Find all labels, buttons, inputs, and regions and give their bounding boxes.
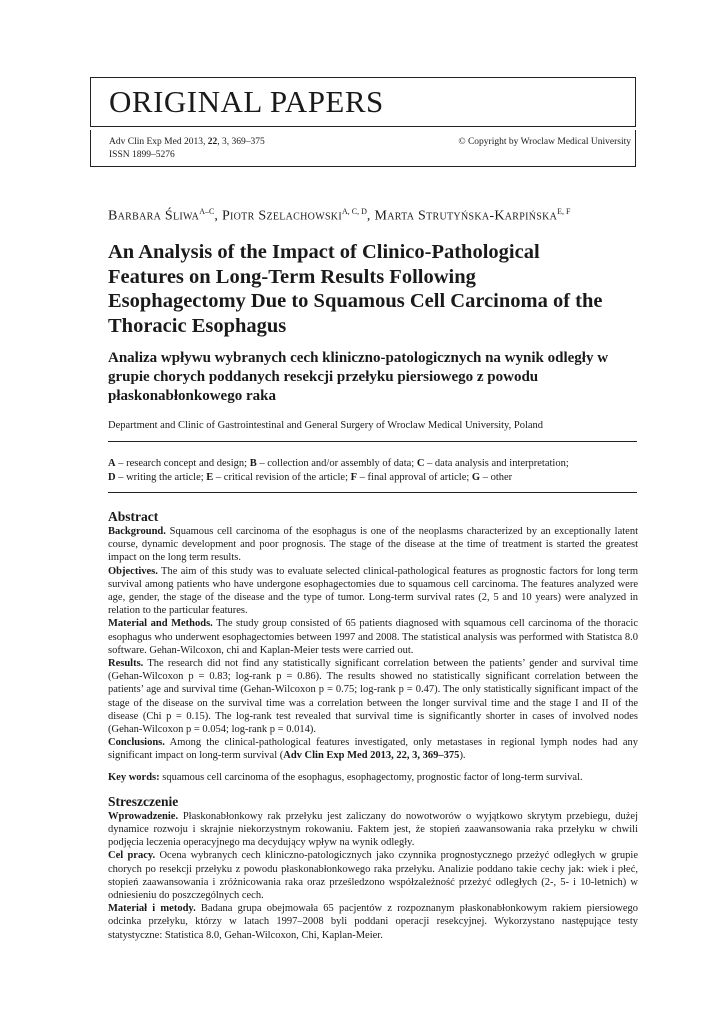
author-roles: E, F [557, 207, 571, 216]
streszczenie-methods [108, 902, 638, 942]
paragraph-label: Conclusions. [108, 737, 165, 749]
copyright: © Copyright by Wroclaw Medical University [458, 137, 631, 147]
citation-volume: 22 [207, 137, 218, 147]
author-roles: A, C, D [341, 207, 367, 216]
contribution-key: E [206, 471, 214, 483]
author-list [108, 207, 571, 225]
contribution-text: – final approval of article; [357, 471, 472, 483]
paragraph-text: The aim of this study was to evaluate selected clinical-pathological features as prognostic factors for long term survival among patients who have undergone esophagectomies due to squamous cell carcinoma. The features analyzed were age, gender, the stage of the disease and the type of tumor. Long-term survival rates (2, 5 and 10 years) were analyzed in relation to the particular features. [108, 565, 638, 617]
contribution-key: A [108, 458, 116, 469]
streszczenie-heading: Streszczenie [108, 793, 179, 809]
paragraph-text: ). [459, 750, 466, 762]
section-label: ORIGINAL PAPERS [109, 84, 384, 119]
divider [108, 492, 637, 493]
contribution-text: – writing the article; [115, 471, 207, 483]
citation-box [90, 130, 636, 167]
paragraph-label: Background. [108, 526, 166, 537]
contribution-text: – research concept and design; [115, 458, 250, 469]
paragraph-text: Płaskonabłonkowy rak przełyku jest zaliczany do nowotworów o wyjątkowo skrytym przebiegu, dużej dynamice rozwoju i skrajnie niekorzystnym rokowaniu. Faktem jest, że stopień zaawansowania raka przełyku w chwili podjęcia leczenia operacyjnego ma decydujący wpływ na wynik odległy. [108, 810, 638, 849]
keywords [108, 771, 638, 784]
abstract-objectives [108, 565, 638, 618]
divider [108, 441, 637, 442]
contribution-key: C [416, 458, 425, 469]
author-roles: A–C [199, 207, 215, 216]
paragraph-label: Objectives. [108, 565, 158, 577]
paragraph-text: The research did not find any statistically significant correlation between the patients’ gender and survival time (Gehan-Wilcoxon p = 0.83; log-rank p = 0.86). The results showed no statistically significant correlation between the patients’ age and survival time (Gehan-Wilcoxon p = 0.75; log-rank p = 0.47). The only statistically significant impact of the stage of the disease on the survival time was a correlation between the longer survival time and the stage I and II of the disease (Chi p = 0.15). The log-rank test revealed that survival time is significantly shorter in cases of involved nodes (Gehan-Wilcoxon p = 0.054; log-rank p = 0.014). [108, 658, 638, 736]
abstract-heading: Abstract [108, 509, 159, 524]
paragraph-text: Ocena wybranych cech kliniczno-patologicznych jako czynnika prognostycznego przeżyć odległych w grupie chorych po resekcji przełyku z powodu płaskonabłonkowego raka przełyku. Analizie poddano takie cechy jak: wiek i płeć, stopień zaawansowania i zróżnicowania raka oraz prześledzono współzależność przeżyć odległych (2-, 5- i 10-letnich) w odniesieniu do poszczególnych cech. [108, 850, 638, 902]
contribution-text: – data analysis and interpretation; [424, 458, 569, 469]
citation-suffix: , 3, 369–375 [217, 137, 265, 147]
keywords-text: squamous cell carcinoma of the esophagus, esophagectomy, prognostic factor of long-term survival. [159, 771, 583, 783]
abstract-section [108, 509, 638, 942]
contribution-key: B [249, 458, 257, 469]
section-header-box [90, 77, 636, 127]
citation-inline: Adv Clin Exp Med 2013, 22, 3, 369–375 [283, 750, 460, 762]
paragraph-text: Among the clinical-pathological features investigated, only metastases in regional lymph nodes had any significant impact on long-term survival ( [108, 737, 638, 762]
author-name: Marta Strutyńska-Karpińska [374, 208, 558, 224]
keywords-label: Key words: [108, 771, 160, 783]
paragraph-label: Material and Methods. [108, 618, 213, 630]
paragraph-label: Materiał i metody. [108, 903, 196, 915]
contribution-key: F [350, 471, 358, 483]
paragraph-label: Wprowadzenie. [108, 810, 179, 822]
abstract-conclusions [108, 736, 638, 762]
abstract-results [108, 657, 638, 736]
author-separator: , [366, 208, 375, 224]
paragraph-text: The study group consisted of 65 patients diagnosed with squamous cell carcinoma of the thoracic esophagus who underwent esophagectomies between 1997 and 2008. The statistical analysis was performed with Statistca 8.0 software. Gehan-Wilcoxon, chi and Kaplan-Meier tests were carried out. [108, 618, 638, 656]
citation-prefix: Adv Clin Exp Med 2013, [109, 137, 208, 147]
contribution-text: – collection and/or assembly of data; [256, 458, 417, 469]
article-title-polish: Analiza wpływu wybranych cech kliniczno-patologicznych na wynik odległy w grupie chorych poddanych resekcji przełyku piersiowego z powodu płaskonabłonkowego raka [108, 350, 609, 404]
affiliation: Department and Clinic of Gastrointestinal and General Surgery of Wroclaw Medical University, Poland [108, 420, 544, 431]
author-name: Barbara Śliwa [108, 208, 200, 224]
contribution-text: – other [480, 471, 513, 483]
author-separator: , [214, 208, 222, 224]
abstract-background [108, 525, 638, 565]
streszczenie-intro [108, 810, 638, 850]
paragraph-label: Cel pracy. [108, 850, 156, 862]
streszczenie-aim [108, 849, 638, 902]
abstract-methods [108, 617, 638, 657]
author-name: Piotr Szelachowski [221, 208, 342, 224]
issn: ISSN 1899–5276 [109, 150, 175, 160]
contribution-legend [108, 457, 637, 484]
contribution-key: D [108, 471, 116, 483]
article-title: An Analysis of the Impact of Clinico-Pathological Features on Long-Term Results Following Esophagectomy Due to Squamous Cell Carcinoma of the Thoracic Esophagus [108, 241, 603, 337]
contribution-text: – critical revision of the article; [213, 471, 351, 483]
paragraph-label: Results. [108, 658, 144, 670]
citation [109, 136, 265, 162]
paragraph-text: Badana grupa obejmowała 65 pacjentów z rozpoznanym płaskonabłonkowym rakiem piersiowego odcinka przełyku, którzy w latach 1997–2008 byli poddani operacji resekcyjnej. Wykorzystano następujące testy statystyczne: Statistica 8.0, Gehan-Wilcoxon, Chi, Kaplan-Meier. [108, 903, 638, 941]
paragraph-text: Squamous cell carcinoma of the esophagus is one of the neoplasms characterized by an exceptionally latent course, dynamic development and poor prognosis. The stage of the disease at the time of treatment is started the greatest impact on the long term results. [108, 526, 638, 564]
contribution-key: G [471, 471, 481, 483]
